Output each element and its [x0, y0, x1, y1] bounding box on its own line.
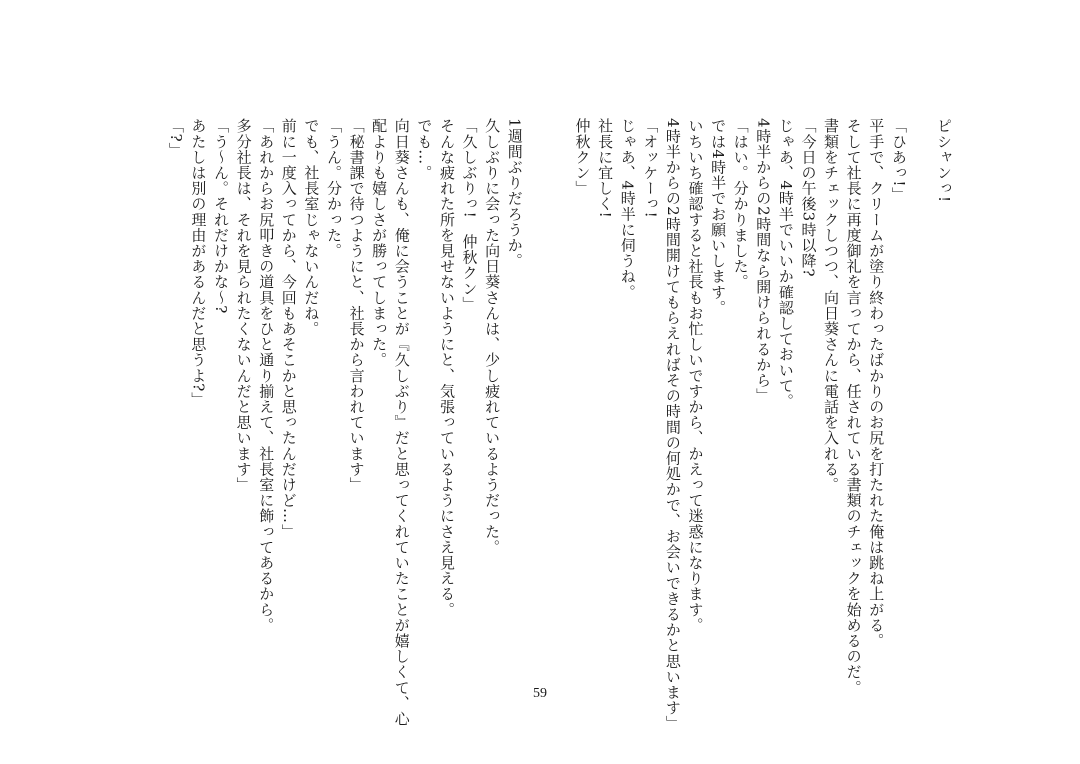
text-line: 平手で、クリームが塗り終わったばかりのお尻を打たれた俺は跳ね上がる。: [867, 118, 886, 649]
text-line: 4時半からの2時間なら開けられるから」: [754, 118, 773, 404]
text-line: 久しぶりに会った向日葵さんは、少し疲れているようだった。: [483, 118, 502, 555]
text-line: 「あれからお尻叩きの道具をひと通り揃えて、社長室に飾ってあるから。: [257, 118, 276, 633]
page-number: 59: [533, 686, 547, 701]
blank-line: [910, 118, 933, 678]
text-line: ピシャンっ!: [935, 118, 953, 203]
text-line: でも…。: [415, 118, 434, 181]
text-line: 「うん。分かった。: [324, 118, 343, 259]
text-line: 社長に宜しく!: [596, 118, 615, 219]
text-line: 「オッケーっ!: [641, 118, 660, 219]
text-line: でも、社長室じゃないんだね。: [302, 118, 321, 337]
text-line: 多分社長は、それを見られたくないんだと思います」: [234, 118, 253, 493]
text-line: 「う〜ん。それだけかな〜?: [212, 118, 230, 314]
blank-line: [548, 118, 571, 678]
text-line: じゃあ、4時半に伺うね。: [618, 118, 637, 300]
text-line: 1週間ぶりだろうか。: [505, 118, 524, 269]
text-line: 書類をチェックしつつ、向日葵さんに電話を入れる。: [822, 118, 841, 493]
text-line: 配よりも嬉しさが勝ってしまった。: [370, 118, 389, 368]
text-line: 「はい。分かりました。: [731, 118, 750, 290]
text-line: じゃあ、4時半でいいか確認しておいて。: [776, 118, 795, 409]
text-line: 向日葵さんも、俺に会うことが『久しぶり』だと思ってくれていたことが嬉しくて、心: [392, 118, 411, 727]
text-line: いちいち確認すると社長もお忙しいですから、かえって迷惑になります。: [686, 118, 705, 633]
text-line: 前に一度入ってから、今回もあそこかと思ったんだけど…」: [279, 118, 298, 540]
text-line: 4時半からの2時間開けてもらえればその時間の何処かで、お会いできるかと思います」: [663, 118, 682, 732]
blank-line: [526, 118, 549, 678]
text-line: 「久しぶりっ! 仲秋クン」: [460, 118, 479, 312]
text-line: あたしは別の理由があるんだと思うよ?」: [189, 118, 208, 408]
text-line: 「ひあっ!」: [889, 118, 908, 203]
text-line: 「?」: [166, 118, 185, 158]
text-line: 「秘書課で待つようにと、社長から言われています」: [347, 118, 366, 493]
text-line: そして社長に再度御礼を言ってから、任されている書類のチェックを始めるのだ。: [844, 118, 863, 696]
text-line: 仲秋クン」: [573, 118, 592, 196]
text-line: そんな疲れた所を見せないようにと、気張っているようにさえ見える。: [437, 118, 456, 618]
text-line: では4時半でお願いします。: [709, 118, 728, 316]
text-line: 「今日の午後3時以降?: [799, 118, 818, 278]
